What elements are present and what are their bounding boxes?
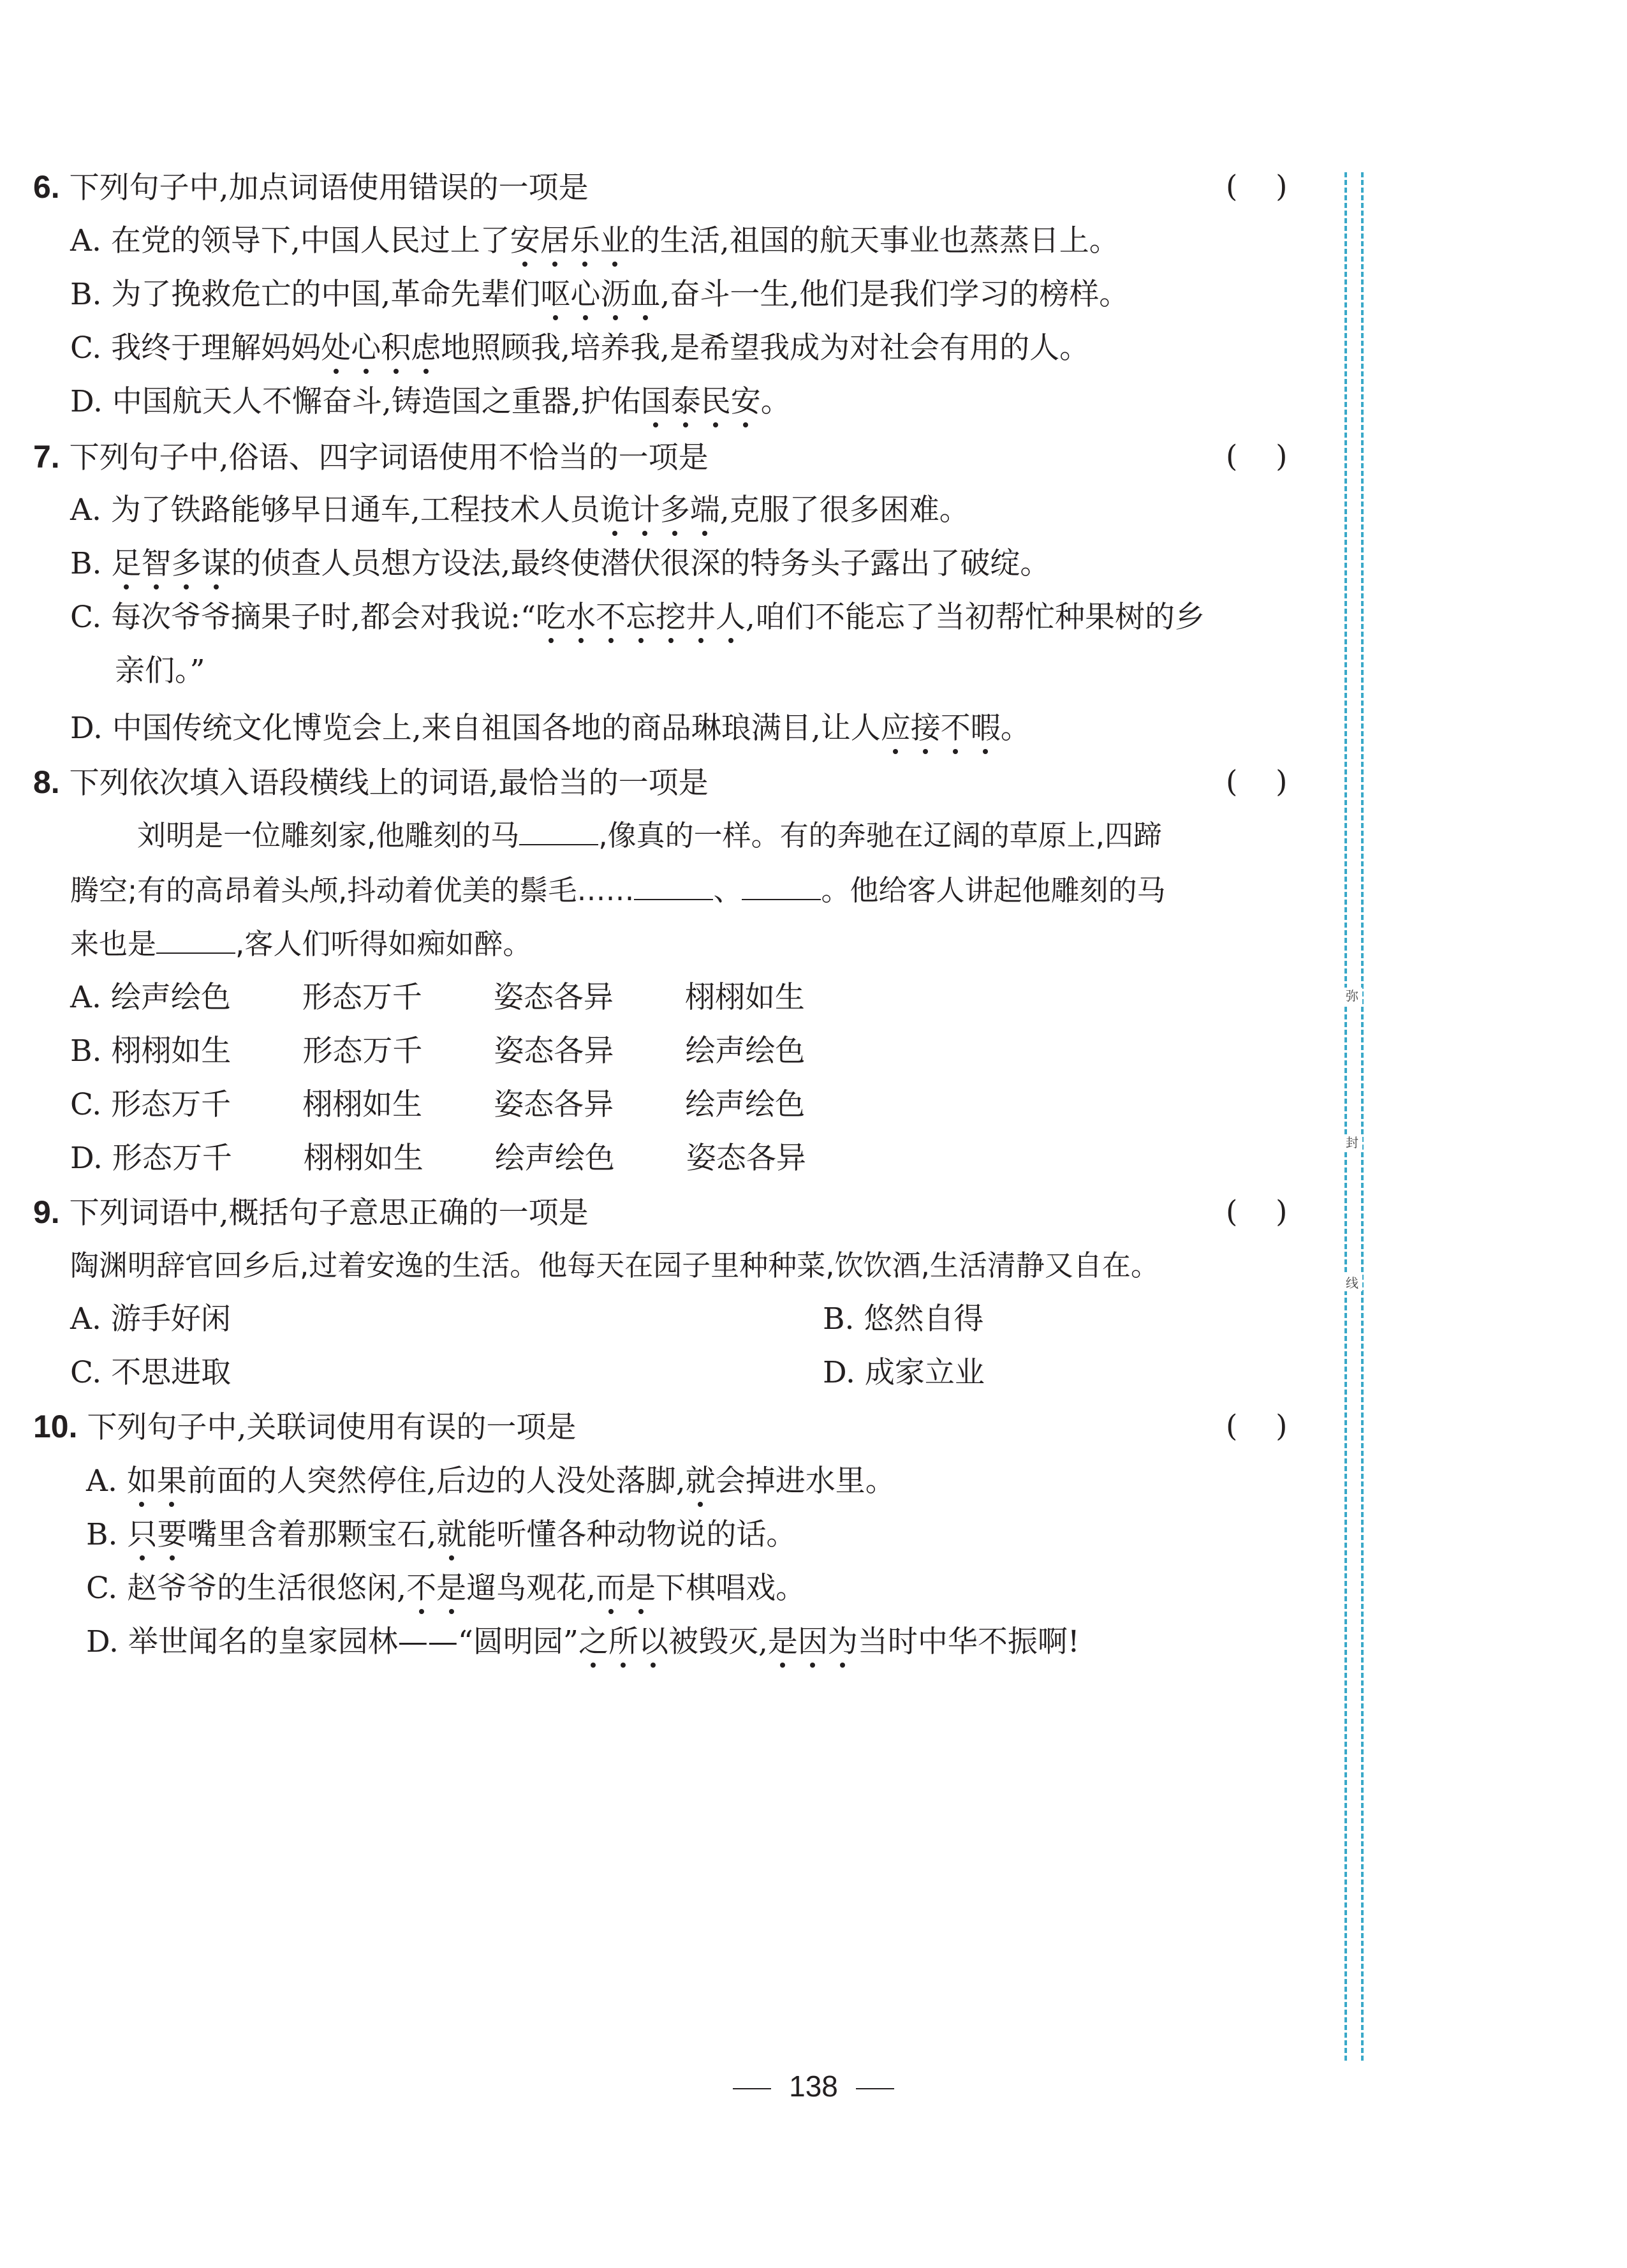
question-7-option-c: C. 每次爷爷摘果子时,都会对我说:“吃水不忘挖井人,咱们不能忘了当初帮忙种果树的乡 bbox=[70, 600, 1205, 635]
dotted-char: 居 bbox=[540, 223, 570, 258]
dotted-char: 忘 bbox=[626, 600, 656, 635]
dotted-word bbox=[536, 600, 746, 635]
dotted-word bbox=[686, 1464, 716, 1499]
dotted-char: 智 bbox=[141, 546, 172, 581]
seal-label-1: 弥 bbox=[1342, 988, 1362, 1004]
question-7-option-d: D. 中国传统文化博览会上,来自祖国各地的商品琳琅满目,让人应接不暇。 bbox=[70, 711, 1031, 746]
dotted-word bbox=[436, 1517, 466, 1552]
dotted-char: 泰 bbox=[670, 384, 701, 419]
dotted-char: 足 bbox=[111, 546, 142, 581]
question-9-option-b: B. 悠然自得 bbox=[823, 1301, 984, 1337]
dotted-char: 沥 bbox=[600, 277, 631, 312]
dotted-word bbox=[641, 384, 761, 419]
fill-blank-4[interactable] bbox=[156, 927, 235, 954]
passage-line-2: 腾空;有的高昂着头颅,抖动着优美的鬃毛…… 、 。他给客人讲起他雕刻的马 bbox=[70, 873, 1166, 907]
question-9-option-a: A. 游手好闲 bbox=[70, 1301, 231, 1337]
dotted-char: 多 bbox=[171, 546, 202, 581]
dotted-word bbox=[600, 493, 720, 528]
dotted-char: 之 bbox=[578, 1624, 608, 1659]
passage-line-1: 刘明是一位雕刻家,他雕刻的马 ,像真的一样。有的奔驰在辽阔的草原上,四蹄 bbox=[137, 819, 1162, 852]
dotted-char: 虑 bbox=[411, 330, 441, 366]
question-9-option-d: D. 成家立业 bbox=[823, 1355, 985, 1390]
dotted-char: 因 bbox=[797, 1624, 828, 1659]
dotted-word bbox=[578, 1624, 668, 1659]
dotted-char: 如 bbox=[126, 1464, 157, 1499]
dotted-char: 诡 bbox=[600, 493, 630, 528]
dotted-char: 处 bbox=[321, 330, 351, 366]
dotted-word bbox=[881, 711, 1001, 746]
dotted-char: 接 bbox=[910, 711, 941, 746]
question-6-option-b: B. 为了挽救危亡的中国,革命先辈们呕心沥血,奋斗一生,他们是我们学习的榜样。 bbox=[70, 277, 1130, 312]
dotted-char: 乐 bbox=[570, 223, 600, 258]
dotted-char: 安 bbox=[510, 223, 540, 258]
dotted-char: 就 bbox=[685, 1464, 716, 1499]
page-number-dash-right bbox=[856, 2088, 894, 2089]
dotted-char: 不 bbox=[406, 1571, 437, 1606]
dotted-char: 心 bbox=[570, 277, 601, 312]
dotted-char: 心 bbox=[351, 330, 381, 366]
dotted-char: 而 bbox=[596, 1571, 626, 1606]
seal-line-right bbox=[1361, 172, 1364, 2061]
question-9-sentence: 陶渊明辞官回乡后,过着安逸的生活。他每天在园子里种种菜,饮饮酒,生活清静又自在。 bbox=[70, 1249, 1160, 1282]
dotted-char: 所 bbox=[608, 1624, 638, 1659]
dotted-char: 积 bbox=[381, 330, 411, 366]
dotted-char: 端 bbox=[689, 493, 720, 528]
page-number bbox=[0, 2068, 1627, 2104]
dotted-char: 不 bbox=[596, 600, 626, 635]
dotted-word bbox=[768, 1624, 858, 1659]
dotted-char: 果 bbox=[156, 1464, 187, 1499]
dotted-char: 血 bbox=[630, 277, 661, 312]
dotted-char: 应 bbox=[880, 711, 911, 746]
dotted-char: 是 bbox=[626, 1571, 656, 1606]
question-7-option-a: A. 为了铁路能够早日通车,工程技术人员诡计多端,克服了很多困难。 bbox=[70, 493, 969, 528]
dotted-char: 吃 bbox=[536, 600, 566, 635]
dotted-word bbox=[321, 330, 441, 366]
dotted-char: 多 bbox=[659, 493, 690, 528]
question-8-stem: 8. 下列依次填入语段横线上的词语,最恰当的一项是 bbox=[33, 764, 709, 801]
dotted-char: 只 bbox=[127, 1517, 158, 1552]
fill-blank-1[interactable] bbox=[519, 819, 598, 845]
dotted-word bbox=[406, 1571, 466, 1606]
dotted-char: 以 bbox=[638, 1624, 668, 1659]
dotted-char: 要 bbox=[157, 1517, 188, 1552]
dotted-char: 不 bbox=[940, 711, 971, 746]
dotted-word bbox=[111, 546, 231, 581]
answer-bracket-10[interactable]: ( ) bbox=[1226, 1409, 1288, 1444]
page-number-value: 138 bbox=[789, 2070, 838, 2103]
question-7-option-b: B. 足智多谋的侦查人员想方设法,最终使潜伏很深的特务头子露出了破绽。 bbox=[70, 546, 1050, 581]
dotted-char: 国 bbox=[640, 384, 671, 419]
question-6-stem: 6. 下列句子中,加点词语使用错误的一项是 bbox=[33, 169, 589, 205]
passage-line-3: 来也是 ,客人们听得如痴如醉。 bbox=[70, 927, 532, 961]
question-10-option-a: A. 如果前面的人突然停住,后边的人没处落脚,就会掉进水里。 bbox=[86, 1464, 895, 1499]
dotted-word bbox=[596, 1571, 656, 1606]
dotted-char: 安 bbox=[730, 384, 761, 419]
dotted-word bbox=[127, 1517, 187, 1552]
fill-blank-3[interactable] bbox=[742, 873, 821, 900]
answer-bracket-9[interactable]: ( ) bbox=[1226, 1194, 1288, 1229]
dotted-char: 谋 bbox=[201, 546, 232, 581]
question-6-option-a: A. 在党的领导下,中国人民过上了安居乐业的生活,祖国的航天事业也蒸蒸日上。 bbox=[70, 223, 1119, 258]
seal-label-3: 线 bbox=[1342, 1275, 1362, 1291]
dotted-char: 暇 bbox=[970, 711, 1001, 746]
question-8-option-c: C. 形态万千 栩栩如生 姿态各异 绘声绘色 bbox=[70, 1087, 806, 1122]
question-8-option-a: A. 绘声绘色 形态万千 姿态各异 栩栩如生 bbox=[70, 980, 805, 1015]
answer-bracket-7[interactable]: ( ) bbox=[1226, 439, 1288, 474]
question-10-stem: 10. 下列句子中,关联词使用有误的一项是 bbox=[33, 1409, 577, 1445]
dotted-char: 民 bbox=[700, 384, 731, 419]
dotted-char: 计 bbox=[629, 493, 660, 528]
question-9-option-c: C. 不思进取 bbox=[70, 1355, 232, 1390]
dotted-word bbox=[540, 277, 660, 312]
dotted-char: 井 bbox=[686, 600, 716, 635]
dotted-char: 就 bbox=[436, 1517, 467, 1552]
dotted-char: 是 bbox=[436, 1571, 467, 1606]
question-9-stem: 9. 下列词语中,概括句子意思正确的一项是 bbox=[33, 1194, 589, 1231]
question-7-option-c-continued: 亲们。” bbox=[115, 653, 205, 688]
question-8-option-b: B. 栩栩如生 形态万千 姿态各异 绘声绘色 bbox=[70, 1034, 806, 1069]
question-10-option-b: B. 只要嘴里含着那颗宝石,就能听懂各种动物说的话。 bbox=[86, 1517, 797, 1552]
dotted-char: 呕 bbox=[540, 277, 571, 312]
question-7-stem: 7. 下列句子中,俗语、四字词语使用不恰当的一项是 bbox=[33, 439, 709, 475]
seal-line-left bbox=[1344, 172, 1347, 2061]
seal-label-2: 封 bbox=[1342, 1134, 1362, 1151]
answer-bracket-8[interactable]: ( ) bbox=[1226, 764, 1288, 799]
question-8-option-d: D. 形态万千 栩栩如生 绘声绘色 姿态各异 bbox=[70, 1141, 806, 1176]
question-10-option-c: C. 赵爷爷的生活很悠闲,不是遛鸟观花,而是下棋唱戏。 bbox=[86, 1571, 806, 1606]
dotted-char: 水 bbox=[566, 600, 596, 635]
fill-blank-2[interactable] bbox=[634, 873, 713, 900]
page-number-dash-left bbox=[733, 2088, 771, 2089]
question-6-option-c: C. 我终于理解妈妈处心积虑地照顾我,培养我,是希望我成为对社会有用的人。 bbox=[70, 330, 1090, 366]
answer-bracket-6[interactable]: ( ) bbox=[1226, 169, 1288, 204]
dotted-char: 人 bbox=[716, 600, 746, 635]
question-6-option-d: D. 中国航天人不懈奋斗,铸造国之重器,护佑国泰民安。 bbox=[70, 384, 791, 419]
dotted-word bbox=[127, 1464, 187, 1499]
dotted-char: 业 bbox=[600, 223, 630, 258]
dotted-char: 挖 bbox=[656, 600, 686, 635]
question-10-option-d: D. 举世闻名的皇家园林——“圆明园”之所以被毁灭,是因为当时中华不振啊! bbox=[86, 1624, 1080, 1659]
dotted-char: 为 bbox=[827, 1624, 858, 1659]
dotted-char: 是 bbox=[767, 1624, 798, 1659]
dotted-word bbox=[510, 223, 630, 258]
